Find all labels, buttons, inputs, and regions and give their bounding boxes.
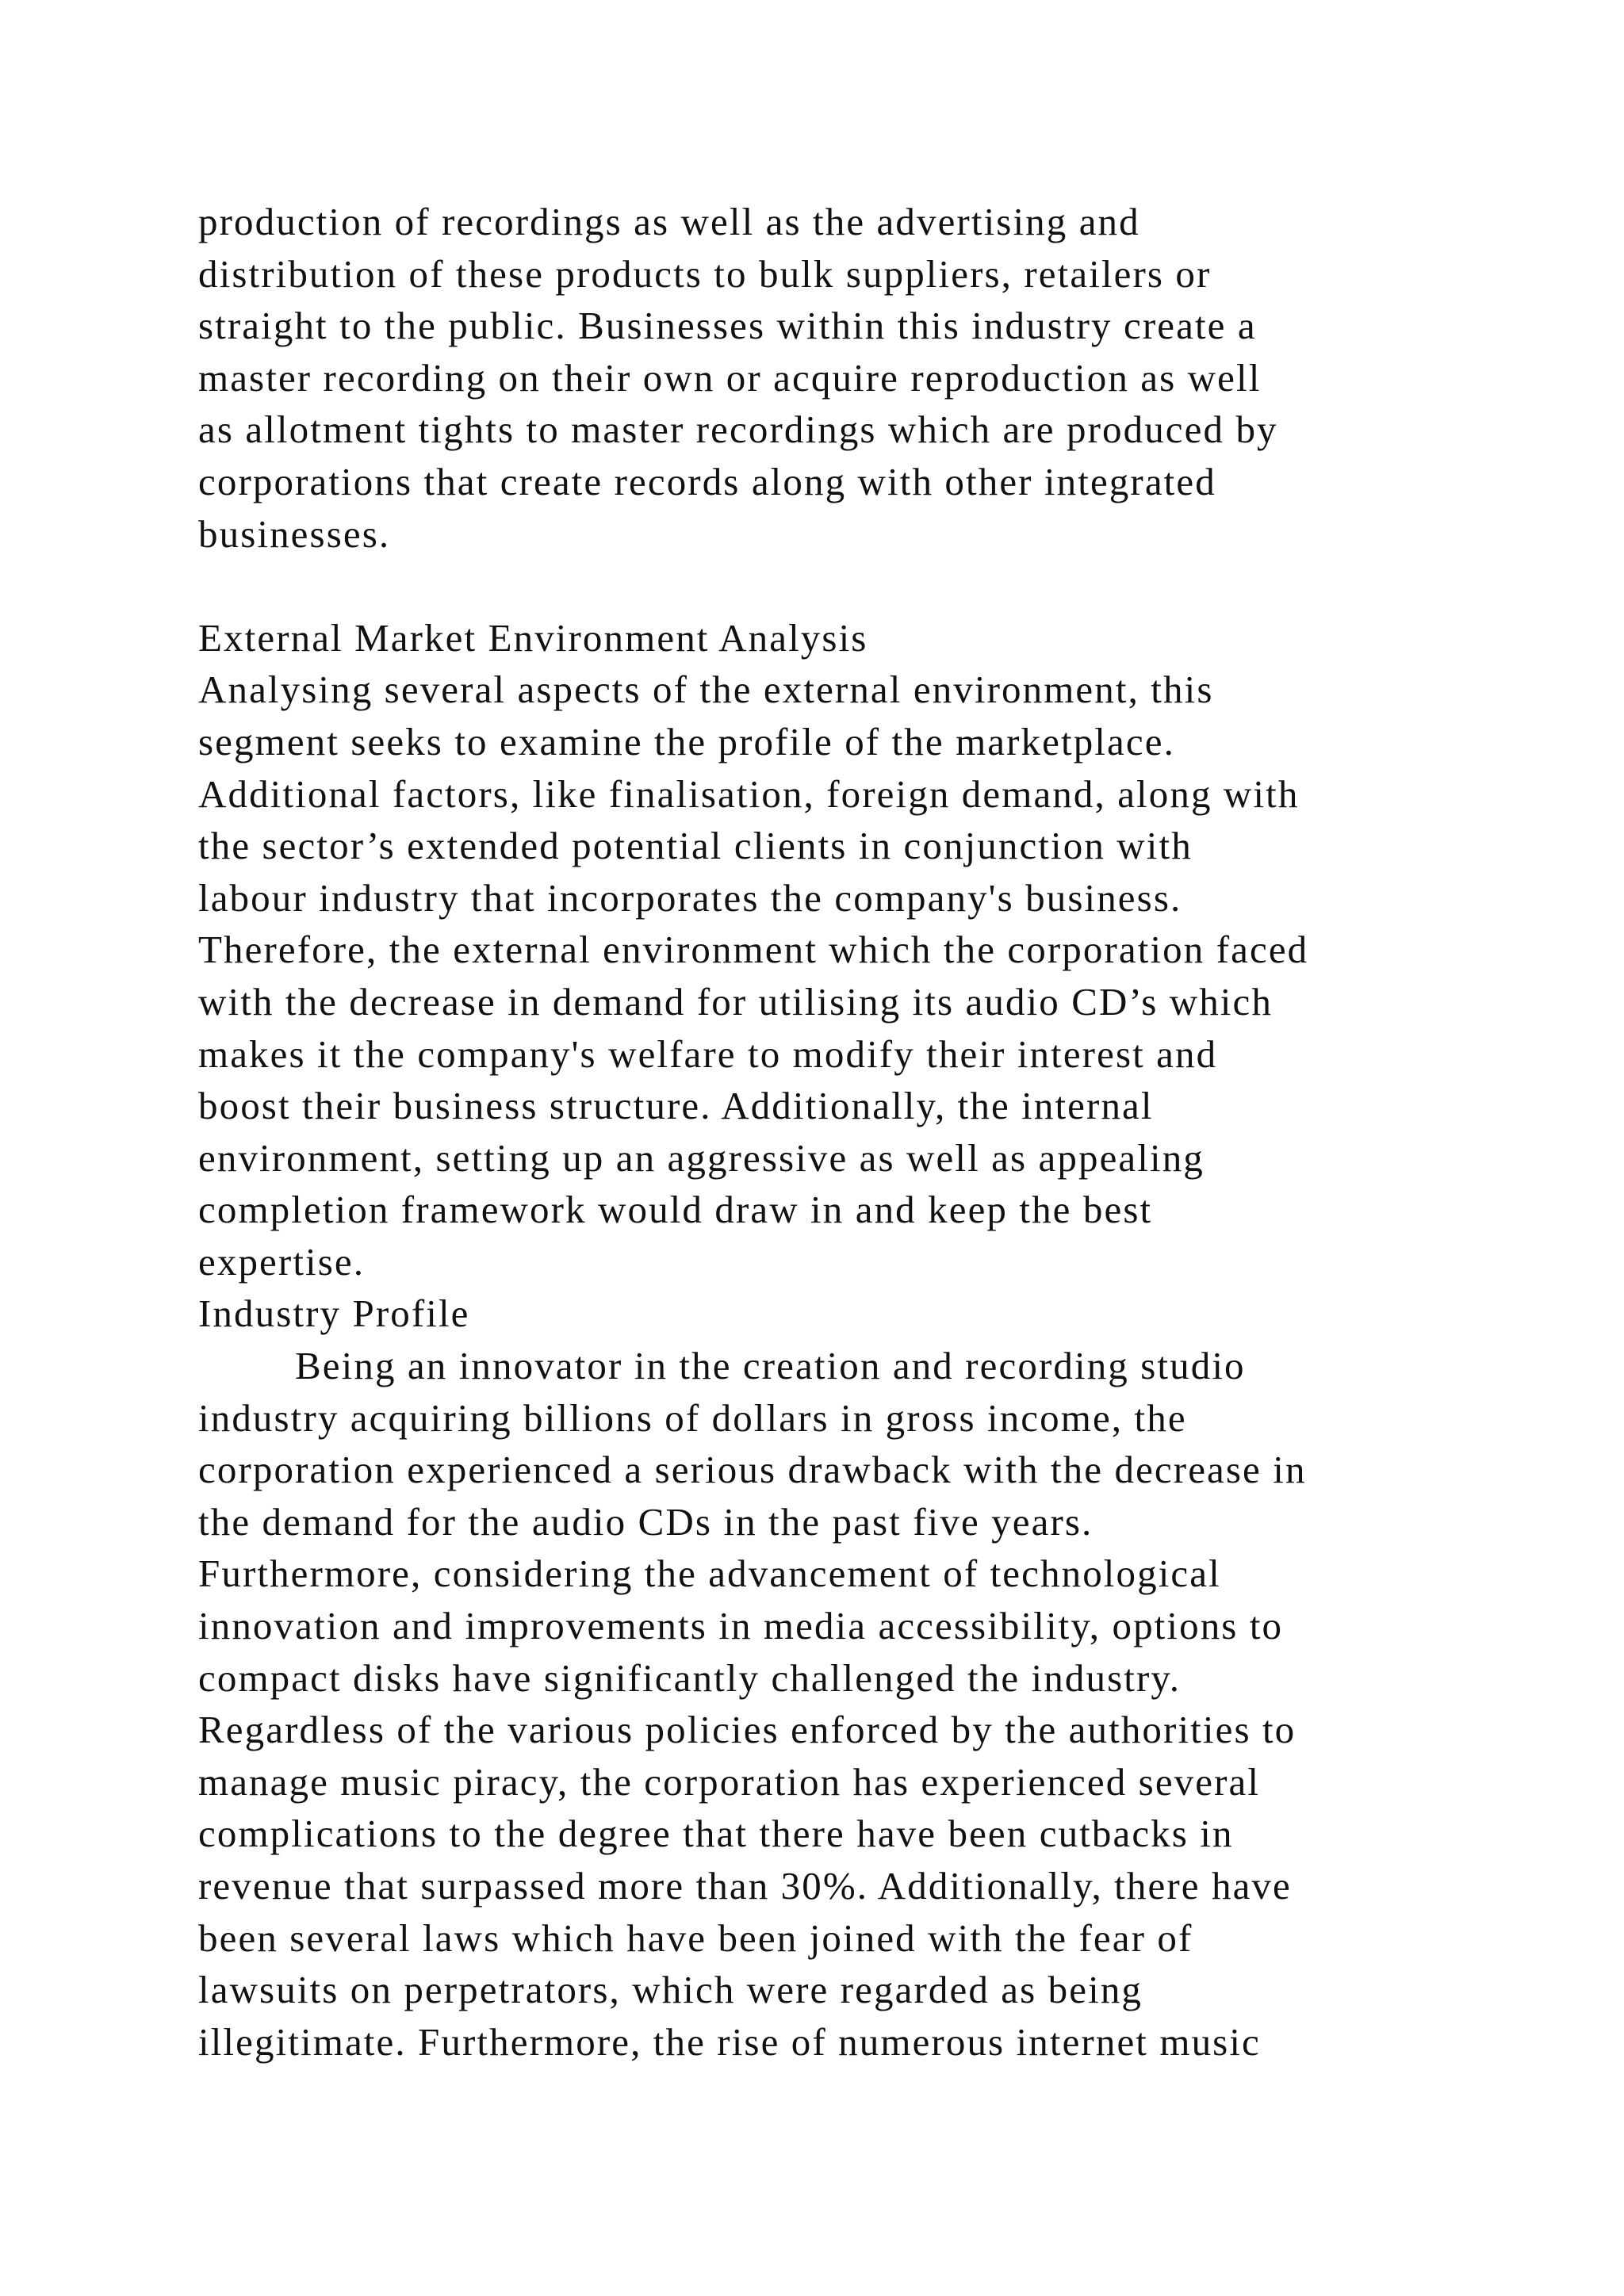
text-line: industry acquiring billions of dollars in gross income, the: [198, 1395, 1187, 1440]
text-line: as allotment tights to master recordings which are produced by: [198, 408, 1278, 452]
section-heading-external-market: External Market Environment Analysis: [198, 615, 868, 660]
text-line: the sector’s extended potential clients in conjunction with: [198, 824, 1193, 868]
text-line: corporation experienced a serious drawback with the decrease in: [198, 1448, 1307, 1492]
text-line: Additional factors, like finalisation, foreign demand, along with: [198, 771, 1300, 816]
text-line: manage music piracy, the corporation has experienced several: [198, 1759, 1261, 1804]
text-line: illegitimate. Furthermore, the rise of numerous internet music: [198, 2019, 1261, 2064]
text-line: complications to the degree that there have been cutbacks in: [198, 1812, 1234, 1856]
text-line: innovation and improvements in media accessibility, options to: [198, 1604, 1284, 1648]
text-line: completion framework would draw in and keep the best: [198, 1188, 1153, 1232]
text-line: Analysing several aspects of the external environment, this: [198, 668, 1214, 712]
text-line: distribution of these products to bulk suppliers, retailers or: [198, 251, 1212, 296]
text-line: Therefore, the external environment which the corporation faced: [198, 928, 1309, 972]
text-line: straight to the public. Businesses within this industry create a: [198, 304, 1257, 348]
document-body: [198, 196, 1618, 2068]
text-line: Regardless of the various policies enforced by the authorities to: [198, 1708, 1297, 1752]
text-line: the demand for the audio CDs in the past five years.: [198, 1499, 1094, 1544]
text-line: Being an innovator in the creation and recording studio: [295, 1344, 1246, 1388]
text-line: businesses.: [198, 511, 391, 556]
text-line: compact disks have significantly challenged the industry.: [198, 1655, 1182, 1700]
text-line: makes it the company's welfare to modify their interest and: [198, 1031, 1218, 1076]
text-line: labour industry that incorporates the company's business.: [198, 875, 1182, 920]
text-line: revenue that surpassed more than 30%. Additionally, there have: [198, 1864, 1292, 1908]
text-line: lawsuits on perpetrators, which were regarded as being: [198, 1968, 1143, 2012]
text-line: segment seeks to examine the profile of the marketplace.: [198, 719, 1175, 763]
text-line: boost their business structure. Additionally, the internal: [198, 1084, 1154, 1128]
text-line: with the decrease in demand for utilising its audio CD’s which: [198, 979, 1273, 1024]
text-line: Furthermore, considering the advancement of technological: [198, 1552, 1221, 1596]
paragraph-recording-production: [198, 196, 1618, 560]
text-line: environment, setting up an aggressive as well as appealing: [198, 1135, 1205, 1180]
text-line: expertise.: [198, 1239, 366, 1284]
blank-line: [198, 560, 1618, 612]
text-line: corporations that create records along with other integrated: [198, 459, 1216, 503]
text-line: master recording on their own or acquire reproduction as well: [198, 355, 1262, 400]
text-line: been several laws which have been joined with the fear of: [198, 1915, 1193, 1960]
section-heading-industry-profile: Industry Profile: [198, 1292, 470, 1336]
text-line: production of recordings as well as the advertising and: [198, 200, 1140, 243]
paragraph-external-environment: [198, 664, 1618, 1288]
paragraph-industry-profile: [198, 1340, 1618, 2068]
